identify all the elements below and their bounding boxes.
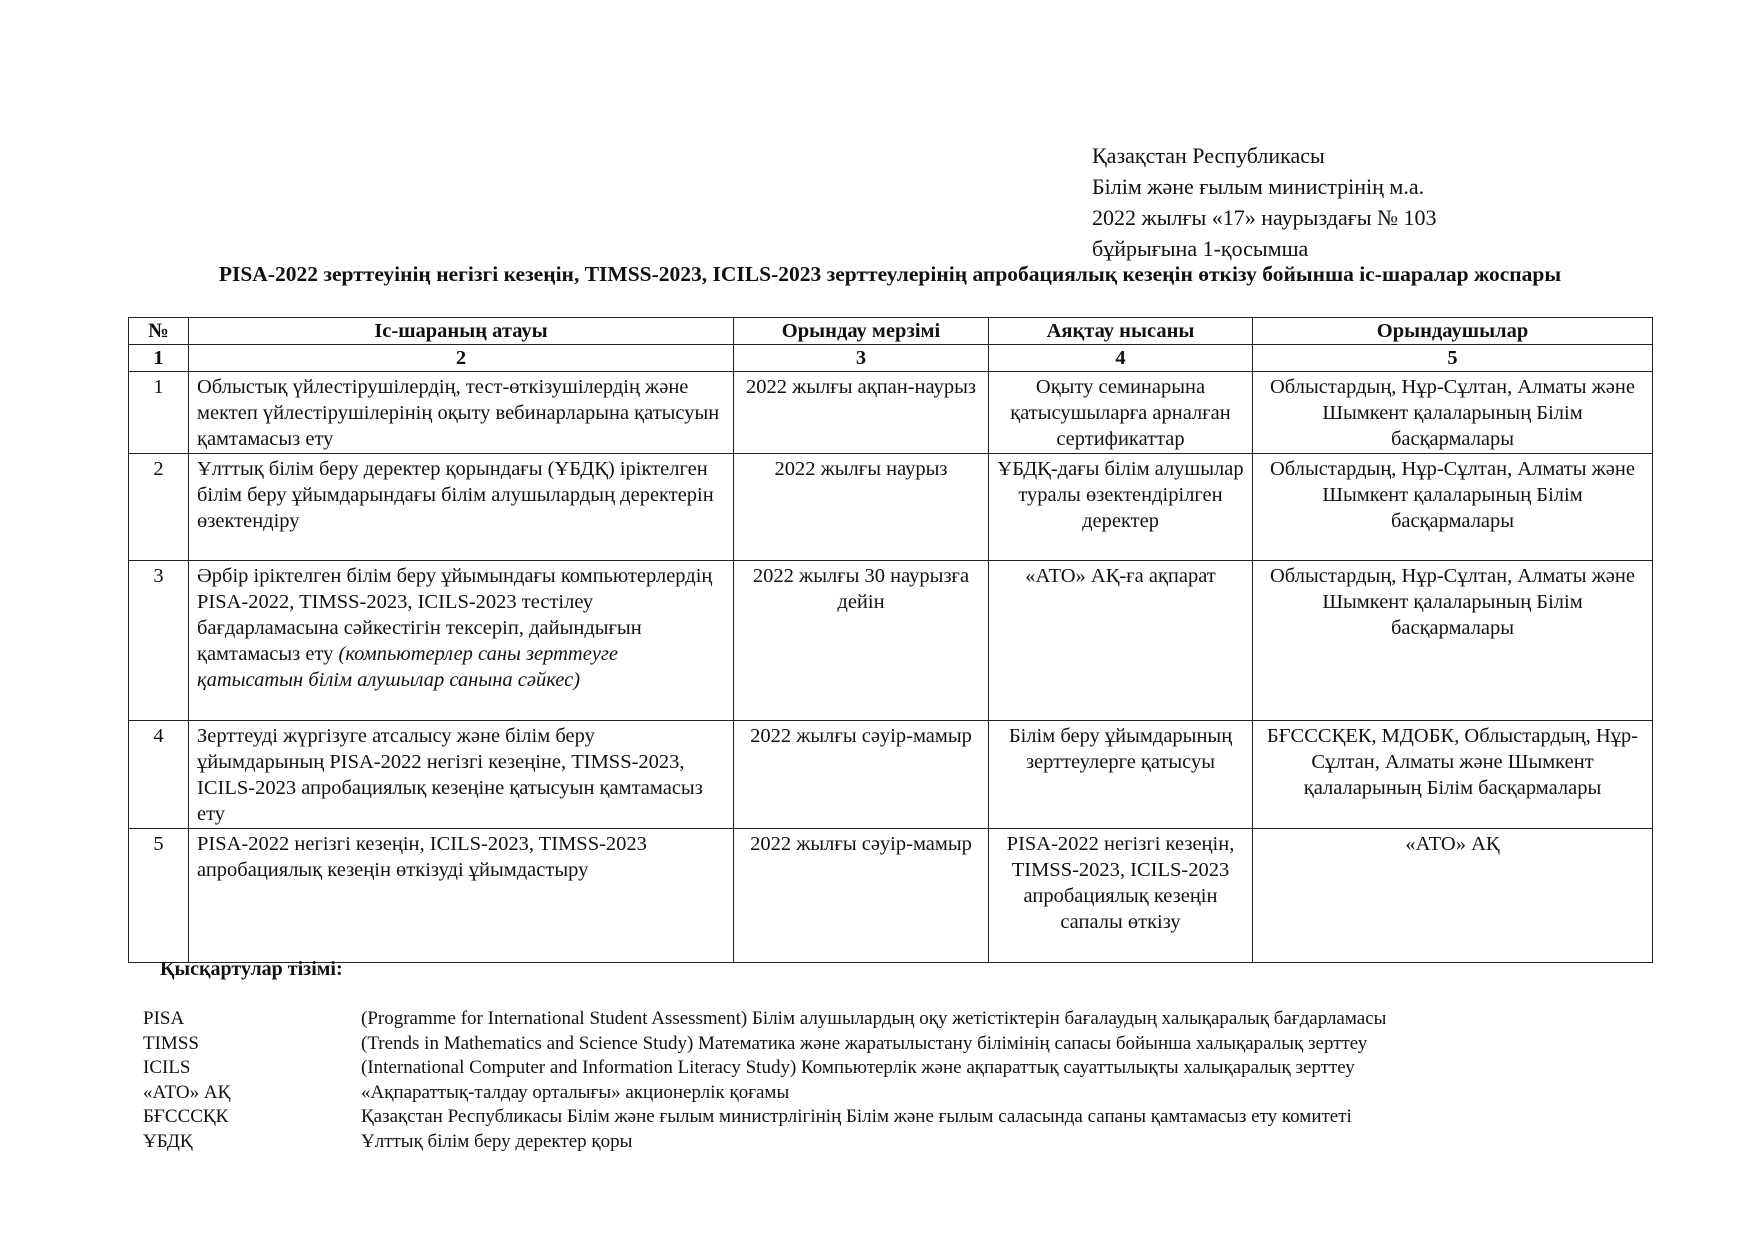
executors-cell: Облыстардың, Нұр-Сұлтан, Алматы және Шымкент қалаларының Білім басқармалары <box>1253 561 1653 721</box>
activity-cell: Облыстық үйлестірушілердің, тест-өткізушілердің және мектеп үйлестірушілерінің оқыту вебинарларына қатысуын қамтамасыз ету <box>189 372 734 454</box>
abbreviation-value: Қазақстан Республикасы Білім және ғылым министрлігінің Білім және ғылым саласында сапаны қамтамасыз ету комитеті <box>361 1106 1352 1127</box>
abbreviation-item <box>143 1105 1386 1130</box>
abbreviation-key: БҒСССҚК <box>143 1106 229 1127</box>
activity-cell <box>189 561 734 721</box>
table-row <box>129 829 1653 963</box>
abbreviation-key: «АТО» АҚ <box>143 1081 231 1103</box>
abbreviation-key: PISA <box>143 1008 185 1029</box>
header-completion-form: Аяқтау нысаны <box>989 318 1253 345</box>
table-row <box>129 454 1653 561</box>
row-number: 2 <box>129 454 189 561</box>
activity-cell: PISA-2022 негізгі кезеңін, ICILS-2023, TIMSS-2023 апробациялық кезеңін өткізуді ұйымдастыру <box>189 829 734 963</box>
activity-note: (компьютерлер саны зерттеуге қатысатын білім алушылар санына сәйкес) <box>197 643 619 691</box>
row-number: 4 <box>129 721 189 829</box>
table-header-row <box>129 318 1653 345</box>
deadline-cell: 2022 жылғы 30 наурызға дейін <box>734 561 989 721</box>
executors-cell: БҒСССҚЕК, МДОБК, Облыстардың, Нұр-Сұлтан, Алматы және Шымкент қалаларының Білім басқармалары <box>1253 721 1653 829</box>
abbreviation-item <box>143 1032 1386 1057</box>
abbreviation-item <box>143 1081 1386 1106</box>
abbreviation-item <box>143 1056 1386 1081</box>
abbreviation-key: ICILS <box>143 1057 191 1078</box>
approval-line: 2022 жылғы «17» наурыздағы № 103 <box>1092 205 1437 230</box>
completion-form-cell: «АТО» АҚ-ға ақпарат <box>989 561 1253 721</box>
completion-form-cell: Оқыту семинарына қатысушыларға арналған сертификаттар <box>989 372 1253 454</box>
executors-cell: Облыстардың, Нұр-Сұлтан, Алматы және Шымкент қалаларының Білім басқармалары <box>1253 454 1653 561</box>
header-number: № <box>129 318 189 345</box>
table-row <box>129 561 1653 721</box>
abbreviation-item <box>143 1007 1386 1032</box>
abbreviation-value: (Programme for International Student Assessment) Білім алушылардың оқу жетістіктерін бағалаудың халықаралық бағдарламасы <box>361 1008 1387 1029</box>
executors-cell: Облыстардың, Нұр-Сұлтан, Алматы және Шымкент қалаларының Білім басқармалары <box>1253 372 1653 454</box>
table-row <box>129 721 1653 829</box>
abbreviation-item <box>143 1130 1386 1155</box>
deadline-cell: 2022 жылғы наурыз <box>734 454 989 561</box>
column-number-row <box>129 345 1653 372</box>
row-number: 5 <box>129 829 189 963</box>
abbreviations-title: Қысқартулар тізімі: <box>160 958 343 980</box>
column-number: 1 <box>129 345 189 372</box>
abbreviation-key: ҰБДҚ <box>143 1130 193 1152</box>
header-activity: Іс-шараның атауы <box>189 318 734 345</box>
document-title: PISA-2022 зерттеуінің негізгі кезеңін, TIMSS-2023, ICILS-2023 зерттеулерінің апробациялық кезеңін өткізу бойынша іс-шаралар жоспары <box>218 262 1562 286</box>
table-row <box>129 372 1653 454</box>
abbreviation-value: (Trends in Mathematics and Science Study) Математика және жаратылыстану білімінің сапасы бойынша халықаралық зерттеу <box>361 1032 1368 1054</box>
approval-block <box>1092 140 1437 264</box>
completion-form-cell: ҰБДҚ-дағы білім алушылар туралы өзектендірілген деректер <box>989 454 1253 561</box>
deadline-cell: 2022 жылғы ақпан-наурыз <box>734 372 989 454</box>
deadline-cell: 2022 жылғы сәуір-мамыр <box>734 829 989 963</box>
abbreviation-value: Ұлттық білім беру деректер қоры <box>361 1130 633 1152</box>
approval-line: Қазақстан Республикасы <box>1092 143 1325 168</box>
approval-line: Білім және ғылым министрінің м.а. <box>1092 174 1425 199</box>
column-number: 3 <box>734 345 989 372</box>
executors-cell: «АТО» АҚ <box>1253 829 1653 963</box>
plan-table <box>128 317 1653 963</box>
abbreviation-value: «Ақпараттық-талдау орталығы» акционерлік қоғамы <box>361 1081 790 1103</box>
column-number: 2 <box>189 345 734 372</box>
abbreviation-value: (International Computer and Information Literacy Study) Компьютерлік және ақпараттық сауаттылықты халықаралық зерттеу <box>361 1057 1355 1078</box>
header-executors: Орындаушылар <box>1253 318 1653 345</box>
column-number: 4 <box>989 345 1253 372</box>
activity-text: Әрбір іріктелген білім беру ұйымындағы компьютерлердің PISA-2022, TIMSS-2023, ICILS-2023 тестілеу бағдарламасына сәйкестігін тексеріп, дайындығын қамтамасыз ету <box>197 565 713 665</box>
activity-cell: Зерттеуді жүргізуге атсалысу және білім беру ұйымдарының PISA-2022 негізгі кезеңіне, TIMSS-2023, ICILS-2023 апробациялық кезеңіне қатысуын қамтамасыз ету <box>189 721 734 829</box>
deadline-cell: 2022 жылғы сәуір-мамыр <box>734 721 989 829</box>
abbreviation-key: TIMSS <box>143 1032 199 1054</box>
header-deadline: Орындау мерзімі <box>734 318 989 345</box>
row-number: 1 <box>129 372 189 454</box>
activity-cell: Ұлттық білім беру деректер қорындағы (ҰБДҚ) іріктелген білім беру ұйымдарындағы білім алушылардың деректерін өзектендіру <box>189 454 734 561</box>
column-number: 5 <box>1253 345 1653 372</box>
completion-form-cell: PISA-2022 негізгі кезеңін, TIMSS-2023, ICILS-2023 апробациялық кезеңін сапалы өткізу <box>989 829 1253 963</box>
approval-line: бұйрығына 1-қосымша <box>1092 236 1309 261</box>
completion-form-cell: Білім беру ұйымдарының зерттеулерге қатысуы <box>989 721 1253 829</box>
abbreviations-list <box>143 1007 1386 1154</box>
row-number: 3 <box>129 561 189 721</box>
